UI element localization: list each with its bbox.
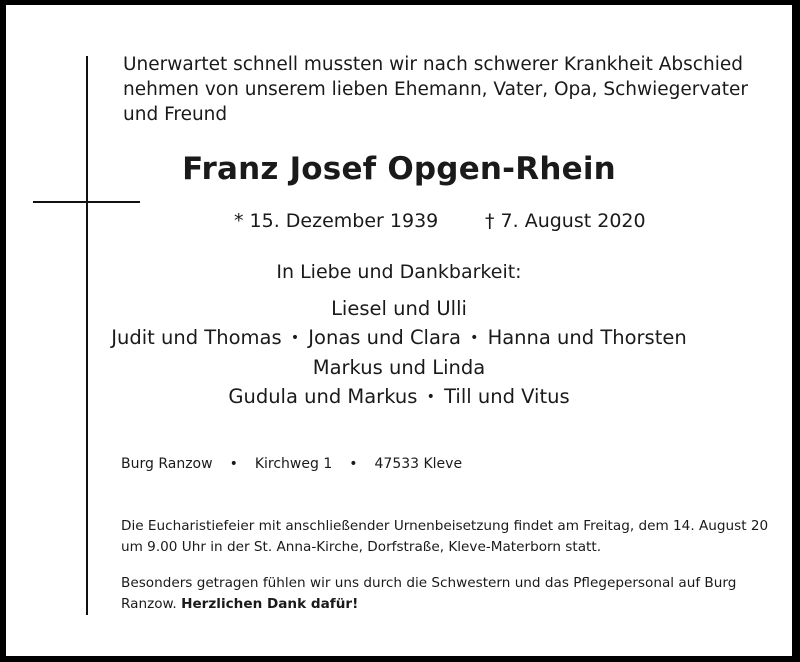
address-street: Kirchweg 1	[254, 456, 333, 472]
family-line: Markus und Linda	[312, 356, 486, 379]
family-member: Judit und Thomas	[111, 326, 282, 349]
family-member: Jonas und Clara	[308, 326, 461, 349]
separator-dot: •	[470, 330, 479, 346]
family-list	[6, 294, 792, 412]
closing-line	[121, 594, 781, 615]
service-notice	[121, 516, 781, 558]
separator-dot: •	[349, 456, 358, 472]
family-line	[6, 323, 792, 353]
separator-dot: •	[290, 330, 300, 346]
separator-dot: •	[229, 456, 238, 472]
cross-horizontal-bar	[33, 201, 140, 203]
deceased-name: Franz Josef Opgen-Rhein	[182, 151, 616, 187]
family-member: Hanna und Thorsten	[487, 326, 687, 349]
address-place: Burg Ranzow	[121, 456, 213, 472]
closing-bold: Herzlichen Dank dafür!	[181, 596, 359, 612]
closing-prefix: Ranzow.	[121, 596, 177, 612]
death-date: † 7. August 2020	[485, 210, 646, 232]
intro-text	[123, 52, 783, 127]
intro-line: und Freund	[123, 104, 228, 125]
closing-thanks	[121, 573, 781, 615]
thanks-heading: In Liebe und Dankbarkeit:	[276, 261, 522, 283]
intro-line: nehmen von unserem lieben Ehemann, Vater, Opa, Schwiegervater	[123, 79, 748, 100]
family-line: Liesel und Ulli	[331, 297, 467, 320]
closing-line: Besonders getragen fühlen wir uns durch die Schwestern und das Pflegepersonal auf Burg	[121, 575, 737, 591]
family-line	[6, 382, 792, 412]
obituary-notice	[6, 5, 792, 656]
separator-dot: •	[426, 389, 435, 405]
intro-line: Unerwartet schnell mussten wir nach schwerer Krankheit Abschied	[123, 54, 743, 75]
notice-line: um 9.00 Uhr in der St. Anna-Kirche, Dorfstraße, Kleve-Materborn statt.	[121, 539, 602, 555]
notice-line: Die Eucharistiefeier mit anschließender Urnenbeisetzung findet am Freitag, dem 14. August 20	[121, 518, 769, 534]
family-member: Gudula und Markus	[228, 385, 418, 408]
birth-date: * 15. Dezember 1939	[234, 210, 439, 232]
address	[121, 456, 462, 472]
family-member: Till und Vitus	[444, 385, 570, 408]
address-city: 47533 Kleve	[374, 456, 463, 472]
